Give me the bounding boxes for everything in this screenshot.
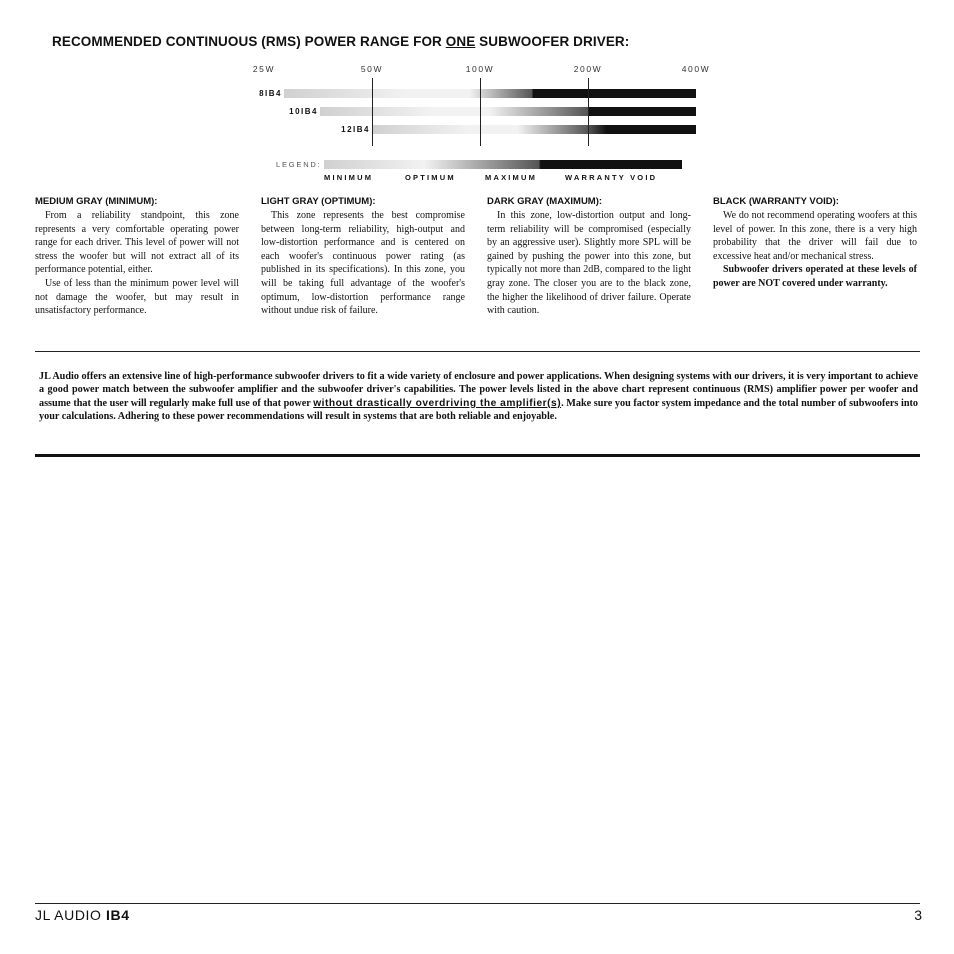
column-paragraph: Use of less than the minimum power level will not damage the woofer, but may result in unsatisfactory performance. bbox=[35, 277, 239, 317]
column-title: DARK GRAY (MAXIMUM): bbox=[487, 196, 603, 207]
x-tick-25w: 25W bbox=[252, 64, 276, 74]
column-paragraph: From a reliability standpoint, this zone represents a very comfortable operating power range for each driver. This level of power will not stress the woofer but will not extract all of its performance potential, either. bbox=[35, 210, 239, 276]
legend-minimum: MINIMUM bbox=[324, 173, 374, 182]
note-text-start: JL Audio offers an extensive line of high-performance subwoofer drivers to fit a wide variety of enclosure and power applications. When designing systems with our drivers, it is very important to achieve a good power match between the subwoofer amplifier and the subwoofer driver's capabilities. The power levels listed in the above chart represent continuous (RMS) amplifier power per woofer and assume that the user will regularly make full use of that power bbox=[39, 371, 918, 409]
gridline-50w bbox=[372, 78, 373, 146]
footer-brand-name: JL AUDIO bbox=[35, 907, 102, 923]
legend-optimum: OPTIMUM bbox=[405, 173, 456, 182]
column-paragraph: This zone represents the best compromise between long-term reliability, high-output and low-distortion performance and is centered on each woofer's continuous power rating (as published in its specifications). In this zone, you will be taking full advantage of the woofer's optimum, low-distortion performance range without undue risk of failure. bbox=[261, 210, 465, 317]
legend-maximum: MAXIMUM bbox=[485, 173, 538, 182]
power-match-note bbox=[39, 370, 918, 424]
series-bar-12ib4 bbox=[372, 125, 696, 134]
footer-rule bbox=[35, 903, 920, 904]
footer-model: IB4 bbox=[106, 907, 130, 923]
warranty-note: Subwoofer drivers operated at these levels of power are NOT covered under warranty. bbox=[713, 264, 917, 289]
x-tick-100w: 100W bbox=[465, 64, 495, 74]
x-tick-200w: 200W bbox=[573, 64, 603, 74]
series-label-12ib4: 12IB4 bbox=[341, 125, 370, 134]
x-tick-50w: 50W bbox=[360, 64, 384, 74]
column-minimum bbox=[35, 196, 239, 318]
column-title: BLACK (WARRANTY VOID): bbox=[713, 196, 839, 207]
column-title: LIGHT GRAY (OPTIMUM): bbox=[261, 196, 376, 207]
column-paragraph: We do not recommend operating woofers at this level of power. In this zone, there is a very high probability that the driver will fail due to excessive heat and/or mechanical stress. bbox=[713, 210, 917, 262]
column-optimum bbox=[261, 196, 465, 318]
series-bar-8ib4 bbox=[284, 89, 696, 98]
legend-label: LEGEND: bbox=[276, 160, 322, 169]
x-tick-400w: 400W bbox=[681, 64, 711, 74]
legend-warranty-void: WARRANTY VOID bbox=[565, 173, 658, 182]
page-number: 3 bbox=[914, 907, 922, 923]
divider-top bbox=[35, 351, 920, 352]
heading-text-start: RECOMMENDED CONTINUOUS (RMS) POWER RANGE FOR bbox=[52, 34, 446, 49]
heading-text-end: SUBWOOFER DRIVER: bbox=[475, 34, 630, 49]
column-paragraph: In this zone, low-distortion output and long-term reliability will be compromised (especially by an aggressive user). Slightly more SPL will be gained by pushing the power into this zone, but typically not more than 2dB, compared to the light gray zone. The closer you are to the black zone, the higher the likelihood of driver failure. Operate with caution. bbox=[487, 210, 691, 317]
heading-underlined-word: ONE bbox=[445, 34, 476, 49]
note-text-end: . Make sure you factor system impedance and the total number of subwoofers into your calculations. Adhering to these power recommendations will result in systems that are both reliable and enjoyable. bbox=[39, 397, 918, 423]
gridline-200w bbox=[588, 78, 589, 146]
gridline-100w bbox=[480, 78, 481, 146]
legend-gradient-bar bbox=[324, 160, 682, 169]
column-warranty-void bbox=[713, 196, 917, 291]
page-heading bbox=[52, 34, 629, 49]
column-maximum bbox=[487, 196, 691, 318]
divider-bottom bbox=[35, 454, 920, 457]
series-label-10ib4: 10IB4 bbox=[289, 107, 318, 116]
series-bar-10ib4 bbox=[320, 107, 696, 116]
note-emphasis: without drastically overdriving the amplifier(s) bbox=[313, 397, 562, 409]
footer-brand bbox=[35, 907, 130, 923]
column-title: MEDIUM GRAY (MINIMUM): bbox=[35, 196, 158, 207]
series-label-8ib4: 8IB4 bbox=[259, 89, 282, 98]
